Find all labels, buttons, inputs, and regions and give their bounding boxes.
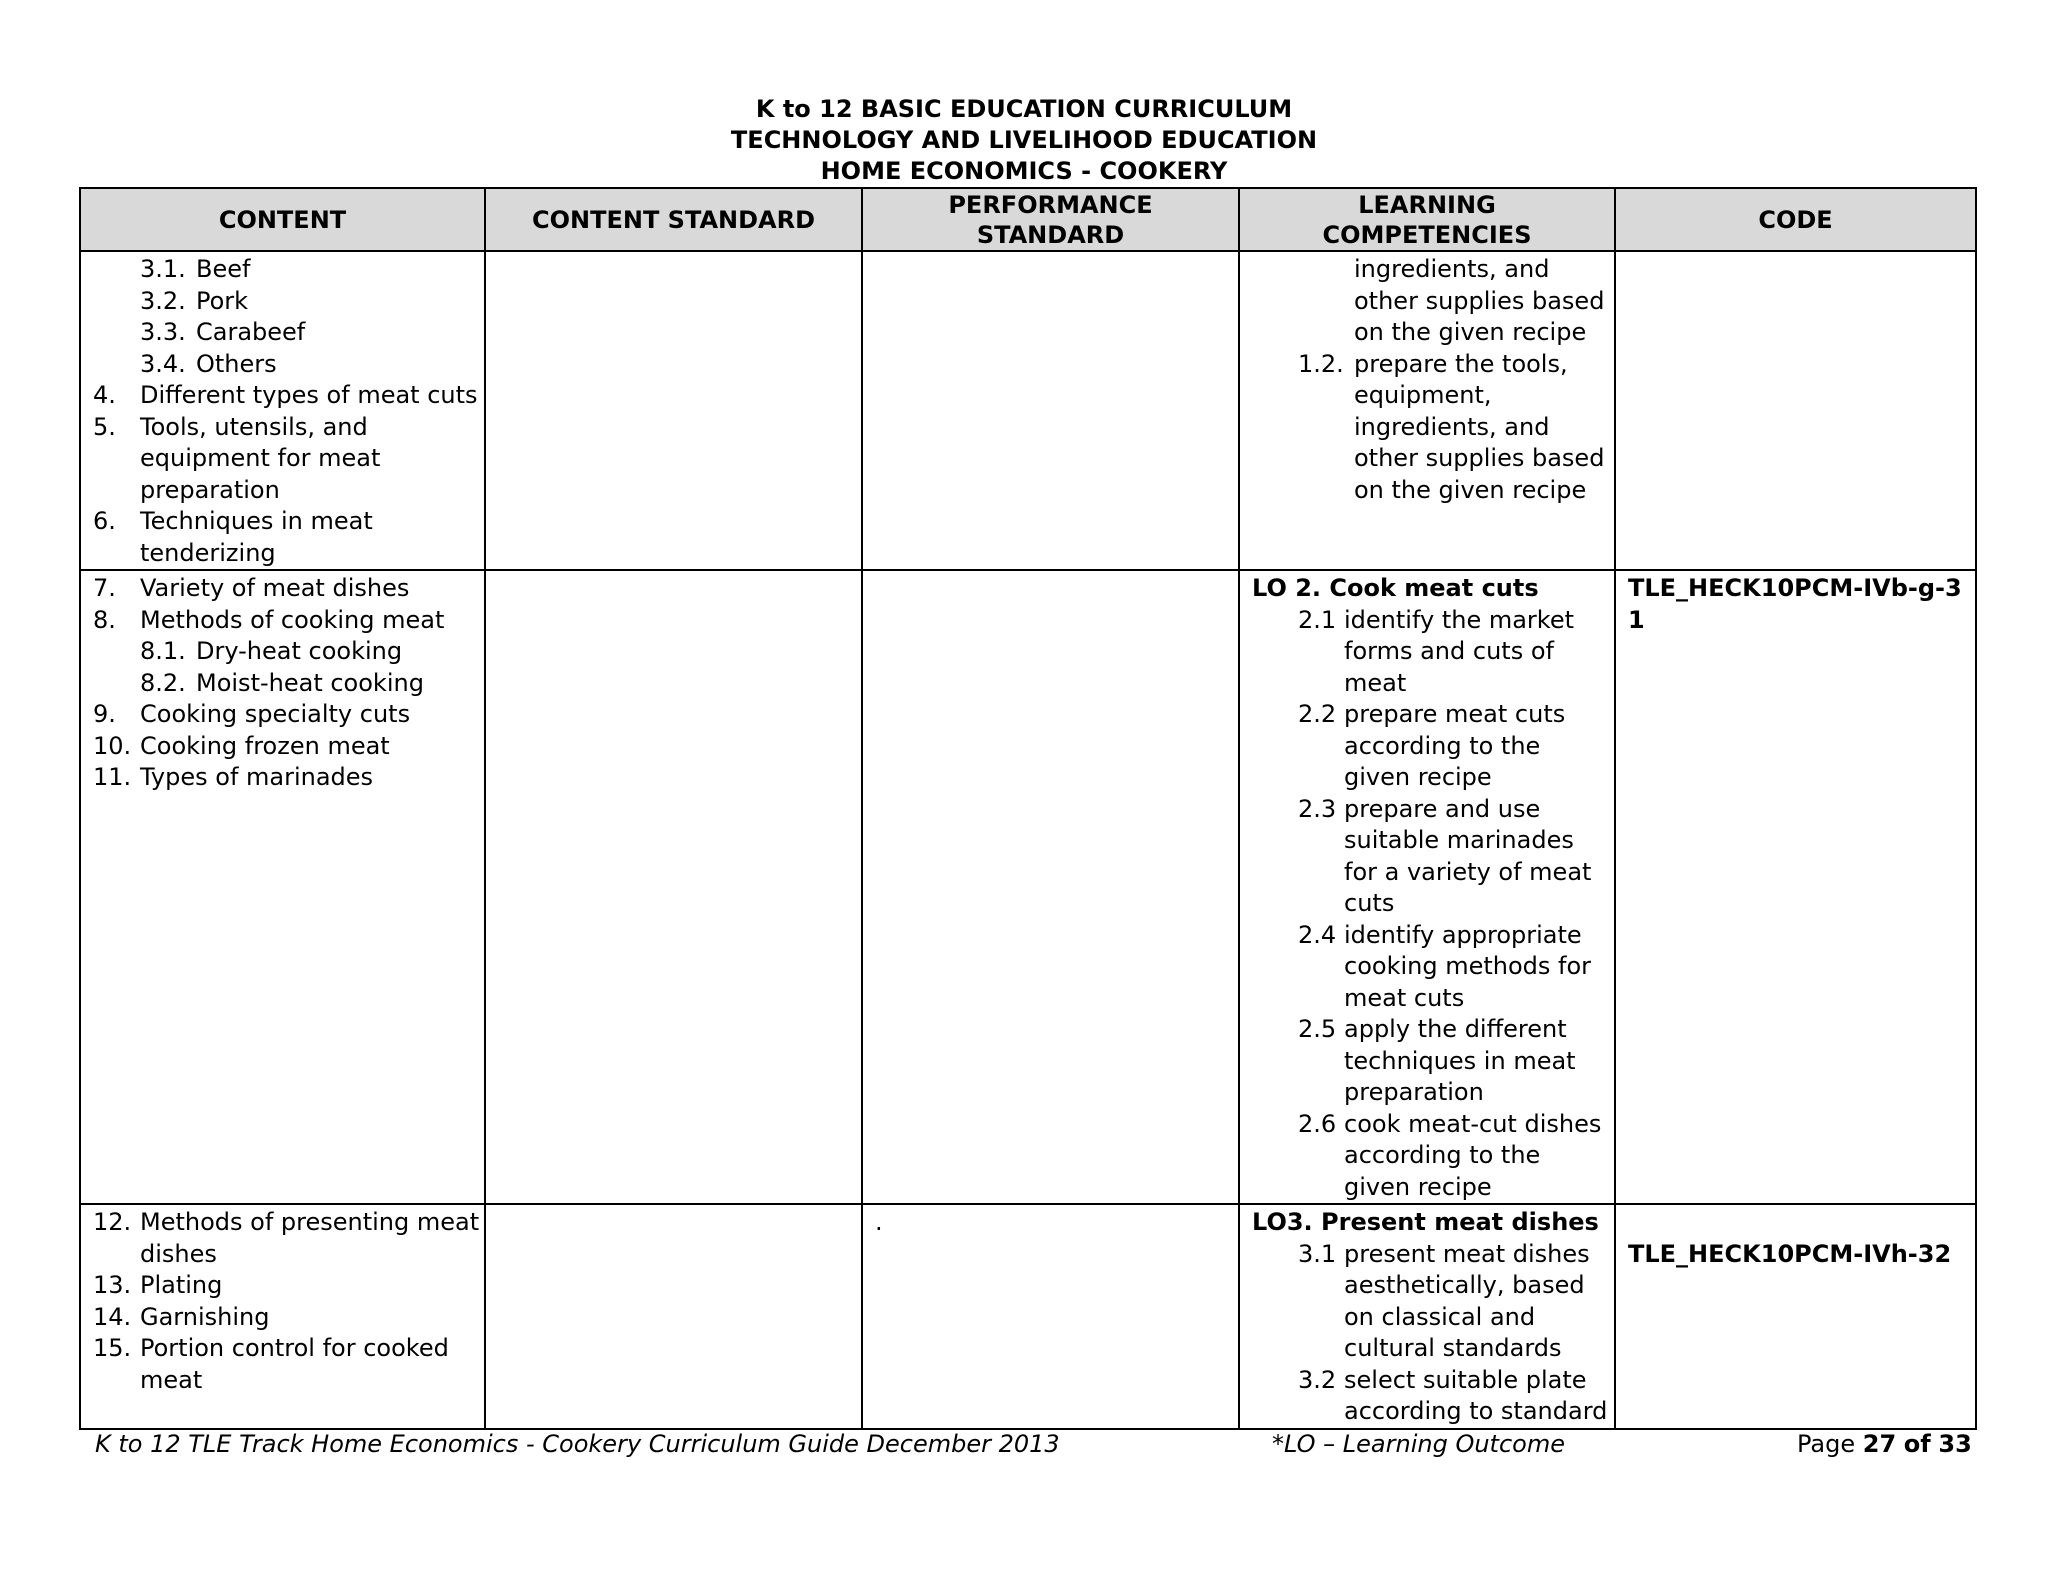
learning-competencies-cell [1239, 1204, 1615, 1429]
content-item-text: Tools, utensils, and [140, 412, 368, 441]
competency-text: for a variety of meat [1344, 857, 1592, 886]
content-item [93, 443, 472, 475]
competency-item [1252, 317, 1602, 349]
content-item [93, 1270, 472, 1302]
content-item-text: Beef [196, 255, 251, 283]
competency-text: equipment, [1354, 381, 1492, 409]
competency-text: cuts [1344, 889, 1395, 917]
competency-item [1252, 983, 1602, 1015]
competency-text: given recipe [1344, 763, 1492, 791]
competency-item [1252, 286, 1605, 318]
content-item-number: 14. [93, 1302, 132, 1331]
content-item-number: 3.4. [140, 349, 186, 378]
competency-text: on classical and [1344, 1302, 1536, 1331]
competency-text: aesthetically, based [1344, 1271, 1585, 1299]
content-item-number: 13. [93, 1271, 132, 1299]
column-header-content-standard: CONTENT STANDARD [485, 188, 862, 251]
content-item-text: Portion control for cooked [140, 1334, 449, 1362]
code-cell [1615, 1204, 1976, 1429]
competency-item [1252, 888, 1602, 920]
content-item-number: 6. [93, 507, 116, 535]
competency-item [1252, 412, 1602, 444]
competency-item [1252, 794, 1602, 826]
competency-text: according to the [1344, 731, 1541, 760]
content-item-number: 7. [93, 574, 116, 602]
competency-item [1252, 699, 1602, 731]
competency-text: on the given recipe [1354, 318, 1587, 346]
table-row [80, 1204, 1976, 1429]
content-item-text: meat [140, 1365, 203, 1394]
footer-lo-note: *LO – Learning Outcome [1272, 1430, 1565, 1458]
content-item-text: Methods of presenting meat [140, 1208, 480, 1236]
competency-text: ingredients, and [1354, 412, 1550, 441]
competency-item [1252, 857, 1602, 889]
column-header-content: CONTENT [80, 188, 485, 251]
competency-item [1252, 762, 1602, 794]
competency-text: identify the market [1344, 605, 1575, 634]
competency-item [1252, 443, 1605, 475]
competency-number: 2.3 [1298, 794, 1337, 823]
content-item [93, 412, 472, 444]
table-body [80, 251, 1976, 1429]
competency-item [1252, 380, 1602, 412]
content-item [93, 1365, 472, 1397]
competency-item [1252, 349, 1602, 381]
content-item-number: 5. [93, 412, 116, 441]
content-item-number: 4. [93, 381, 116, 409]
code-cell [1615, 251, 1976, 570]
content-item-number: 8.2. [140, 668, 186, 697]
header-line-2: TECHNOLOGY AND LIVELIHOOD EDUCATION [730, 126, 1318, 154]
header-line-1: K to 12 BASIC EDUCATION CURRICULUM [755, 95, 1293, 123]
competency-text: suitable marinades [1344, 826, 1574, 854]
competency-text: identify appropriate [1344, 920, 1582, 949]
competency-number: 3.2 [1298, 1365, 1337, 1394]
competency-text: other supplies based [1354, 286, 1605, 315]
content-item-text: Plating [140, 1271, 223, 1299]
content-standard-cell [485, 251, 862, 570]
content-item [93, 286, 472, 318]
competency-text: prepare and use [1344, 794, 1541, 823]
competency-code: TLE_HECK10PCM-IVh-32 [1628, 1239, 1952, 1268]
page-prefix: Page [1797, 1430, 1856, 1458]
competency-item [1252, 1302, 1602, 1334]
competency-number: 2.5 [1298, 1015, 1337, 1043]
table-header-row [80, 188, 1976, 251]
content-item [93, 731, 472, 763]
competency-item [1252, 731, 1602, 763]
competency-item [1252, 1140, 1602, 1172]
learning-outcome-title: LO 2. Cook meat cuts [1252, 574, 1539, 602]
table-row [80, 570, 1976, 1204]
competency-item [1252, 1365, 1602, 1397]
competency-text: given recipe [1344, 1172, 1492, 1201]
content-item-text: Variety of meat dishes [140, 574, 410, 602]
competency-text: select suitable plate [1344, 1365, 1587, 1394]
competency-number: 1.2. [1298, 349, 1344, 378]
footer-guide-title: K to 12 TLE Track Home Economics - Cookery Curriculum Guide December 2013 [95, 1430, 1060, 1458]
content-item-number: 11. [93, 763, 132, 791]
content-item [93, 636, 472, 668]
competency-text: prepare the tools, [1354, 349, 1568, 378]
content-item [93, 1302, 472, 1334]
competency-text: other supplies based [1354, 444, 1605, 472]
competency-item [1252, 1396, 1608, 1428]
competency-text: cooking methods for [1344, 952, 1592, 980]
curriculum-table [79, 187, 1977, 1430]
competency-text: meat cuts [1344, 983, 1465, 1012]
column-header-code: CODE [1615, 188, 1976, 251]
competency-item [1252, 1014, 1602, 1046]
content-item [93, 380, 478, 412]
competency-item [1252, 1077, 1602, 1109]
content-item-text: tenderizing [140, 538, 276, 567]
competency-text: according to the [1344, 1141, 1541, 1169]
content-standard-cell [485, 1204, 862, 1429]
content-item [93, 1333, 472, 1365]
content-item-text: Methods of cooking meat [140, 605, 445, 634]
competency-item [1252, 605, 1602, 637]
content-item-text: equipment for meat [140, 444, 381, 472]
content-item-text: Cooking frozen meat [140, 731, 390, 760]
table-row [80, 251, 1976, 570]
competency-text: prepare meat cuts [1344, 700, 1566, 728]
competency-item [1252, 668, 1602, 700]
competency-item [1252, 1046, 1602, 1078]
competency-number: 2.2 [1298, 700, 1337, 728]
content-item-number: 15. [93, 1334, 132, 1362]
code-cell [1615, 570, 1976, 1204]
content-item-text: preparation [140, 475, 280, 504]
page-total: 33 [1938, 1430, 1972, 1458]
content-item [93, 475, 472, 507]
competency-item [1252, 1270, 1602, 1302]
content-item-text: Cooking specialty cuts [140, 700, 411, 728]
content-item-text: Pork [196, 286, 249, 315]
content-item [93, 506, 472, 538]
competency-text: apply the different [1344, 1015, 1567, 1043]
learning-competencies-cell [1239, 251, 1615, 570]
page-number [1797, 1430, 1972, 1458]
content-item-text: Moist-heat cooking [196, 668, 424, 697]
content-item-number: 9. [93, 700, 116, 728]
content-item-text: Different types of meat cuts [140, 381, 478, 409]
content-item-text: Techniques in meat [140, 507, 373, 535]
document-header [0, 94, 2048, 187]
content-item [93, 538, 472, 570]
content-item-number: 3.2. [140, 286, 186, 315]
content-item-text: dishes [140, 1239, 217, 1268]
learning-outcome-title: LO3. Present meat dishes [1252, 1208, 1599, 1236]
content-item-number: 3.1. [140, 255, 186, 283]
competency-item [1252, 951, 1602, 983]
competency-code: TLE_HECK10PCM-IVb-g-31 [1628, 574, 1962, 634]
content-item [93, 605, 472, 637]
competency-text: on the given recipe [1354, 475, 1587, 504]
learning-competencies-cell [1239, 570, 1615, 1204]
competency-item [1252, 475, 1602, 507]
content-item-text: Types of marinades [140, 763, 374, 791]
content-item [93, 573, 472, 605]
content-cell [80, 251, 485, 570]
competency-text: cultural standards [1344, 1334, 1562, 1362]
competency-text: cook meat-cut dishes [1344, 1109, 1602, 1138]
content-item [93, 1207, 480, 1239]
competency-text: present meat dishes [1344, 1239, 1590, 1268]
content-item [93, 699, 472, 731]
competency-item [1252, 1333, 1602, 1365]
content-standard-cell [485, 570, 862, 1204]
competency-item [1252, 636, 1602, 668]
content-item [93, 317, 472, 349]
performance-standard-cell [862, 570, 1239, 1204]
competency-item [1252, 825, 1602, 857]
competency-item [1252, 920, 1602, 952]
content-cell [80, 1204, 485, 1429]
content-item-number: 8.1. [140, 637, 186, 665]
page-of: of [1903, 1430, 1931, 1458]
performance-standard-cell: . [862, 1204, 1239, 1429]
content-item-number: 8. [93, 605, 116, 634]
content-item [93, 1239, 472, 1271]
content-cell [80, 570, 485, 1204]
content-item-number: 3.3. [140, 318, 186, 346]
competency-text: ingredients, and [1354, 255, 1550, 283]
competency-number: 2.6 [1298, 1109, 1337, 1138]
content-item [93, 762, 472, 794]
competency-item [1252, 254, 1602, 286]
competency-item [1252, 1172, 1602, 1204]
competency-text: techniques in meat [1344, 1046, 1576, 1075]
competency-item [1252, 1239, 1602, 1271]
content-item [93, 668, 472, 700]
competency-text: forms and cuts of [1344, 637, 1554, 665]
competency-number: 2.1 [1298, 605, 1337, 634]
content-item-text: Garnishing [140, 1302, 270, 1331]
performance-standard-cell [862, 251, 1239, 570]
competency-text: meat [1344, 668, 1407, 697]
content-item [93, 254, 472, 286]
competency-text: according to standard [1344, 1397, 1608, 1425]
content-item-number: 10. [93, 731, 132, 760]
content-item-text: Dry-heat cooking [196, 637, 403, 665]
header-line-3: HOME ECONOMICS - COOKERY [820, 157, 1228, 185]
content-item-text: Carabeef [196, 318, 306, 346]
column-header-performance-standard: PERFORMANCE STANDARD [862, 188, 1239, 251]
content-item-number: 12. [93, 1208, 132, 1236]
competency-item [1252, 1109, 1602, 1141]
competency-number: 3.1 [1298, 1239, 1337, 1268]
content-item-text: Others [196, 349, 277, 378]
column-header-learning-competencies: LEARNING COMPETENCIES [1239, 188, 1615, 251]
competency-number: 2.4 [1298, 920, 1337, 949]
page-current: 27 [1862, 1430, 1897, 1458]
content-item [93, 349, 472, 381]
competency-text: preparation [1344, 1078, 1484, 1106]
